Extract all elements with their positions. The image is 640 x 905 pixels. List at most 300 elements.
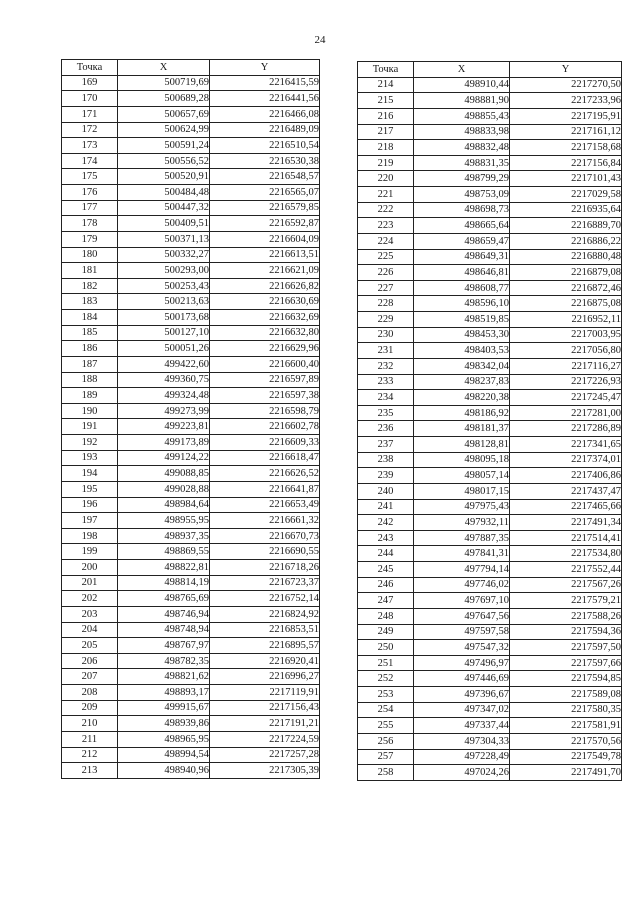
x-coordinate-cell: 500173,68	[118, 310, 210, 326]
table-row	[62, 560, 320, 576]
x-coordinate-cell: 500253,43	[118, 278, 210, 294]
y-coordinate-cell: 2216613,51	[210, 247, 320, 263]
y-coordinate-cell: 2216752,14	[210, 591, 320, 607]
table-row	[358, 140, 622, 156]
column-header-y: Y	[510, 62, 622, 78]
x-coordinate-cell: 500371,13	[118, 231, 210, 247]
point-number-cell: 198	[62, 528, 118, 544]
table-row	[62, 513, 320, 529]
x-coordinate-cell: 498965,95	[118, 731, 210, 747]
x-coordinate-cell: 500689,28	[118, 91, 210, 107]
y-coordinate-cell: 2216565,07	[210, 185, 320, 201]
x-coordinate-cell: 497347,02	[414, 702, 510, 718]
x-coordinate-cell: 498659,47	[414, 233, 510, 249]
x-coordinate-cell: 497396,67	[414, 687, 510, 703]
x-coordinate-cell: 500484,48	[118, 185, 210, 201]
table-row	[358, 452, 622, 468]
y-coordinate-cell: 2216597,89	[210, 372, 320, 388]
x-coordinate-cell: 498869,55	[118, 544, 210, 560]
x-coordinate-cell: 498765,69	[118, 591, 210, 607]
point-number-cell: 191	[62, 419, 118, 435]
point-number-cell: 224	[358, 233, 414, 249]
point-number-cell: 188	[62, 372, 118, 388]
point-number-cell: 204	[62, 622, 118, 638]
x-coordinate-cell: 498940,96	[118, 763, 210, 779]
table-row	[62, 466, 320, 482]
table-row	[358, 249, 622, 265]
coordinates-table-left	[61, 59, 320, 779]
table-row	[358, 280, 622, 296]
point-number-cell: 200	[62, 560, 118, 576]
table-row	[358, 171, 622, 187]
point-number-cell: 218	[358, 140, 414, 156]
point-number-cell: 173	[62, 138, 118, 154]
x-coordinate-cell: 497794,14	[414, 562, 510, 578]
point-number-cell: 193	[62, 450, 118, 466]
table-row	[358, 468, 622, 484]
table-row	[62, 91, 320, 107]
y-coordinate-cell: 2216952,11	[510, 312, 622, 328]
page-number: 24	[314, 34, 326, 46]
point-number-cell: 196	[62, 497, 118, 513]
x-coordinate-cell: 499088,85	[118, 466, 210, 482]
x-coordinate-cell: 498453,30	[414, 327, 510, 343]
table-row	[358, 187, 622, 203]
x-coordinate-cell: 498832,48	[414, 140, 510, 156]
y-coordinate-cell: 2216510,54	[210, 138, 320, 154]
x-coordinate-cell: 498057,14	[414, 468, 510, 484]
x-coordinate-cell: 497697,10	[414, 593, 510, 609]
point-number-cell: 221	[358, 187, 414, 203]
point-number-cell: 181	[62, 263, 118, 279]
point-number-cell: 222	[358, 202, 414, 218]
table-row	[358, 405, 622, 421]
x-coordinate-cell: 497597,58	[414, 624, 510, 640]
table-row	[358, 671, 622, 687]
table-row	[62, 606, 320, 622]
x-coordinate-cell: 497975,43	[414, 499, 510, 515]
point-number-cell: 223	[358, 218, 414, 234]
y-coordinate-cell: 2216629,96	[210, 341, 320, 357]
table-row	[62, 685, 320, 701]
x-coordinate-cell: 498403,53	[414, 343, 510, 359]
point-number-cell: 208	[62, 685, 118, 701]
table-row	[62, 185, 320, 201]
y-coordinate-cell: 2216875,08	[510, 296, 622, 312]
table-row	[62, 263, 320, 279]
x-coordinate-cell: 498910,44	[414, 77, 510, 93]
point-number-cell: 241	[358, 499, 414, 515]
table-row	[358, 530, 622, 546]
y-coordinate-cell: 2216415,59	[210, 75, 320, 91]
y-coordinate-cell: 2217195,91	[510, 108, 622, 124]
point-number-cell: 201	[62, 575, 118, 591]
x-coordinate-cell: 498855,43	[414, 108, 510, 124]
x-coordinate-cell: 500657,69	[118, 106, 210, 122]
x-coordinate-cell: 498831,35	[414, 155, 510, 171]
x-coordinate-cell: 497228,49	[414, 749, 510, 765]
point-number-cell: 235	[358, 405, 414, 421]
x-coordinate-cell: 498799,29	[414, 171, 510, 187]
table-row	[62, 403, 320, 419]
point-number-cell: 194	[62, 466, 118, 482]
x-coordinate-cell: 498822,81	[118, 560, 210, 576]
point-number-cell: 175	[62, 169, 118, 185]
y-coordinate-cell: 2216690,55	[210, 544, 320, 560]
x-coordinate-cell: 498017,15	[414, 483, 510, 499]
table-row	[62, 731, 320, 747]
y-coordinate-cell: 2217003,95	[510, 327, 622, 343]
x-coordinate-cell: 497337,44	[414, 718, 510, 734]
x-coordinate-cell: 500213,63	[118, 294, 210, 310]
x-coordinate-cell: 497496,97	[414, 655, 510, 671]
point-number-cell: 229	[358, 312, 414, 328]
x-coordinate-cell: 499273,99	[118, 403, 210, 419]
y-coordinate-cell: 2217594,36	[510, 624, 622, 640]
point-number-cell: 231	[358, 343, 414, 359]
y-coordinate-cell: 2216609,33	[210, 435, 320, 451]
table-row	[62, 169, 320, 185]
y-coordinate-cell: 2216621,09	[210, 263, 320, 279]
point-number-cell: 213	[62, 763, 118, 779]
table-row	[358, 655, 622, 671]
table-row	[358, 233, 622, 249]
table-row	[62, 528, 320, 544]
y-coordinate-cell: 2217570,56	[510, 733, 622, 749]
y-coordinate-cell: 2217245,47	[510, 390, 622, 406]
x-coordinate-cell: 497887,35	[414, 530, 510, 546]
y-coordinate-cell: 2216592,87	[210, 216, 320, 232]
y-coordinate-cell: 2216530,38	[210, 153, 320, 169]
table-row	[62, 544, 320, 560]
point-number-cell: 219	[358, 155, 414, 171]
y-coordinate-cell: 2217580,35	[510, 702, 622, 718]
point-number-cell: 184	[62, 310, 118, 326]
point-number-cell: 232	[358, 358, 414, 374]
y-coordinate-cell: 2216579,85	[210, 200, 320, 216]
x-coordinate-cell: 498698,73	[414, 202, 510, 218]
y-coordinate-cell: 2217281,00	[510, 405, 622, 421]
point-number-cell: 237	[358, 437, 414, 453]
y-coordinate-cell: 2216597,38	[210, 388, 320, 404]
y-coordinate-cell: 2216670,73	[210, 528, 320, 544]
point-number-cell: 216	[358, 108, 414, 124]
point-number-cell: 226	[358, 265, 414, 281]
x-coordinate-cell: 499028,88	[118, 481, 210, 497]
y-coordinate-cell: 2216879,08	[510, 265, 622, 281]
column-header-x: X	[414, 62, 510, 78]
point-number-cell: 205	[62, 638, 118, 654]
table-row	[62, 591, 320, 607]
table-row	[62, 294, 320, 310]
table-row	[358, 202, 622, 218]
point-number-cell: 212	[62, 747, 118, 763]
table-row	[358, 483, 622, 499]
table-row	[62, 575, 320, 591]
point-number-cell: 183	[62, 294, 118, 310]
x-coordinate-cell: 498937,35	[118, 528, 210, 544]
table-row	[62, 341, 320, 357]
x-coordinate-cell: 497746,02	[414, 577, 510, 593]
table-row	[358, 624, 622, 640]
x-coordinate-cell: 498746,94	[118, 606, 210, 622]
point-number-cell: 248	[358, 608, 414, 624]
x-coordinate-cell: 498881,90	[414, 93, 510, 109]
table-row	[62, 356, 320, 372]
column-header-point: Точка	[358, 62, 414, 78]
y-coordinate-cell: 2217224,59	[210, 731, 320, 747]
point-number-cell: 214	[358, 77, 414, 93]
table-row	[358, 515, 622, 531]
y-coordinate-cell: 2216618,47	[210, 450, 320, 466]
table-row	[62, 247, 320, 263]
table-row	[62, 700, 320, 716]
x-coordinate-cell: 498665,64	[414, 218, 510, 234]
point-number-cell: 170	[62, 91, 118, 107]
x-coordinate-cell: 498342,04	[414, 358, 510, 374]
table-row	[358, 640, 622, 656]
point-number-cell: 228	[358, 296, 414, 312]
x-coordinate-cell: 498782,35	[118, 653, 210, 669]
x-coordinate-cell: 498596,10	[414, 296, 510, 312]
table-row	[62, 216, 320, 232]
table-row	[358, 718, 622, 734]
y-coordinate-cell: 2216632,69	[210, 310, 320, 326]
point-number-cell: 178	[62, 216, 118, 232]
y-coordinate-cell: 2216718,26	[210, 560, 320, 576]
point-number-cell: 230	[358, 327, 414, 343]
y-coordinate-cell: 2217552,44	[510, 562, 622, 578]
y-coordinate-cell: 2216996,27	[210, 669, 320, 685]
table-row	[62, 450, 320, 466]
y-coordinate-cell: 2216548,57	[210, 169, 320, 185]
table-row	[62, 200, 320, 216]
x-coordinate-cell: 498994,54	[118, 747, 210, 763]
y-coordinate-cell: 2217581,91	[510, 718, 622, 734]
y-coordinate-cell: 2217156,43	[210, 700, 320, 716]
point-number-cell: 177	[62, 200, 118, 216]
y-coordinate-cell: 2217579,21	[510, 593, 622, 609]
y-coordinate-cell: 2217191,21	[210, 716, 320, 732]
table-row	[62, 638, 320, 654]
y-coordinate-cell: 2216872,46	[510, 280, 622, 296]
x-coordinate-cell: 500520,91	[118, 169, 210, 185]
point-number-cell: 220	[358, 171, 414, 187]
y-coordinate-cell: 2216602,78	[210, 419, 320, 435]
point-number-cell: 249	[358, 624, 414, 640]
x-coordinate-cell: 498186,92	[414, 405, 510, 421]
point-number-cell: 242	[358, 515, 414, 531]
table-row	[358, 749, 622, 765]
point-number-cell: 244	[358, 546, 414, 562]
point-number-cell: 258	[358, 765, 414, 781]
x-coordinate-cell: 500293,00	[118, 263, 210, 279]
x-coordinate-cell: 498767,97	[118, 638, 210, 654]
point-number-cell: 192	[62, 435, 118, 451]
table-row	[62, 497, 320, 513]
x-coordinate-cell: 498748,94	[118, 622, 210, 638]
x-coordinate-cell: 500409,51	[118, 216, 210, 232]
table-row	[62, 138, 320, 154]
point-number-cell: 186	[62, 341, 118, 357]
point-number-cell: 174	[62, 153, 118, 169]
x-coordinate-cell: 498821,62	[118, 669, 210, 685]
table-row	[358, 593, 622, 609]
point-number-cell: 215	[358, 93, 414, 109]
point-number-cell: 202	[62, 591, 118, 607]
y-coordinate-cell: 2216466,08	[210, 106, 320, 122]
y-coordinate-cell: 2217534,80	[510, 546, 622, 562]
table-row	[62, 622, 320, 638]
point-number-cell: 206	[62, 653, 118, 669]
point-number-cell: 254	[358, 702, 414, 718]
table-row	[358, 108, 622, 124]
y-coordinate-cell: 2217226,93	[510, 374, 622, 390]
x-coordinate-cell: 498984,64	[118, 497, 210, 513]
y-coordinate-cell: 2217305,39	[210, 763, 320, 779]
x-coordinate-cell: 498753,09	[414, 187, 510, 203]
point-number-cell: 253	[358, 687, 414, 703]
point-number-cell: 211	[62, 731, 118, 747]
y-coordinate-cell: 2216630,69	[210, 294, 320, 310]
point-number-cell: 172	[62, 122, 118, 138]
table-row	[62, 747, 320, 763]
x-coordinate-cell: 500332,27	[118, 247, 210, 263]
table-row	[358, 733, 622, 749]
table-row	[62, 763, 320, 779]
point-number-cell: 185	[62, 325, 118, 341]
point-number-cell: 227	[358, 280, 414, 296]
column-header-y: Y	[210, 60, 320, 76]
y-coordinate-cell: 2217597,50	[510, 640, 622, 656]
x-coordinate-cell: 500051,26	[118, 341, 210, 357]
point-number-cell: 189	[62, 388, 118, 404]
y-coordinate-cell: 2217597,66	[510, 655, 622, 671]
x-coordinate-cell: 498939,86	[118, 716, 210, 732]
x-coordinate-cell: 500556,52	[118, 153, 210, 169]
y-coordinate-cell: 2217549,78	[510, 749, 622, 765]
table-row	[358, 608, 622, 624]
y-coordinate-cell: 2217156,84	[510, 155, 622, 171]
point-number-cell: 169	[62, 75, 118, 91]
x-coordinate-cell: 498893,17	[118, 685, 210, 701]
point-number-cell: 236	[358, 421, 414, 437]
y-coordinate-cell: 2217437,47	[510, 483, 622, 499]
column-header-point: Точка	[62, 60, 118, 76]
y-coordinate-cell: 2217341,65	[510, 437, 622, 453]
y-coordinate-cell: 2216723,37	[210, 575, 320, 591]
x-coordinate-cell: 497647,56	[414, 608, 510, 624]
x-coordinate-cell: 499915,67	[118, 700, 210, 716]
x-coordinate-cell: 497304,33	[414, 733, 510, 749]
column-header-x: X	[118, 60, 210, 76]
table-row	[62, 716, 320, 732]
point-number-cell: 207	[62, 669, 118, 685]
x-coordinate-cell: 498181,37	[414, 421, 510, 437]
x-coordinate-cell: 500447,32	[118, 200, 210, 216]
point-number-cell: 238	[358, 452, 414, 468]
point-number-cell: 255	[358, 718, 414, 734]
point-number-cell: 252	[358, 671, 414, 687]
table-row	[62, 481, 320, 497]
y-coordinate-cell: 2217286,89	[510, 421, 622, 437]
point-number-cell: 195	[62, 481, 118, 497]
x-coordinate-cell: 498955,95	[118, 513, 210, 529]
x-coordinate-cell: 497841,31	[414, 546, 510, 562]
y-coordinate-cell: 2216935,64	[510, 202, 622, 218]
table-row	[358, 265, 622, 281]
table-row	[62, 435, 320, 451]
table-row	[358, 765, 622, 781]
table-row	[62, 310, 320, 326]
table-row	[62, 419, 320, 435]
point-number-cell: 245	[358, 562, 414, 578]
table-row	[358, 562, 622, 578]
x-coordinate-cell: 499360,75	[118, 372, 210, 388]
x-coordinate-cell: 499422,60	[118, 356, 210, 372]
point-number-cell: 199	[62, 544, 118, 560]
y-coordinate-cell: 2217588,26	[510, 608, 622, 624]
y-coordinate-cell: 2216880,48	[510, 249, 622, 265]
point-number-cell: 197	[62, 513, 118, 529]
x-coordinate-cell: 498095,18	[414, 452, 510, 468]
table-row	[358, 390, 622, 406]
table-row	[358, 343, 622, 359]
point-number-cell: 225	[358, 249, 414, 265]
y-coordinate-cell: 2216489,09	[210, 122, 320, 138]
table-row	[62, 106, 320, 122]
y-coordinate-cell: 2217594,85	[510, 671, 622, 687]
y-coordinate-cell: 2216632,80	[210, 325, 320, 341]
table-row	[62, 75, 320, 91]
table-row	[62, 653, 320, 669]
x-coordinate-cell: 499324,48	[118, 388, 210, 404]
point-number-cell: 250	[358, 640, 414, 656]
x-coordinate-cell: 499173,89	[118, 435, 210, 451]
y-coordinate-cell: 2217491,70	[510, 765, 622, 781]
table-row	[358, 93, 622, 109]
y-coordinate-cell: 2216895,57	[210, 638, 320, 654]
x-coordinate-cell: 498128,81	[414, 437, 510, 453]
point-number-cell: 240	[358, 483, 414, 499]
table-row	[62, 372, 320, 388]
y-coordinate-cell: 2216598,79	[210, 403, 320, 419]
x-coordinate-cell: 499223,81	[118, 419, 210, 435]
y-coordinate-cell: 2217257,28	[210, 747, 320, 763]
y-coordinate-cell: 2216626,52	[210, 466, 320, 482]
y-coordinate-cell: 2216641,87	[210, 481, 320, 497]
table-row	[62, 231, 320, 247]
x-coordinate-cell: 497932,11	[414, 515, 510, 531]
table-row	[358, 312, 622, 328]
y-coordinate-cell: 2217233,96	[510, 93, 622, 109]
x-coordinate-cell: 498649,31	[414, 249, 510, 265]
point-number-cell: 256	[358, 733, 414, 749]
table-row	[358, 218, 622, 234]
y-coordinate-cell: 2216886,22	[510, 233, 622, 249]
table-header-row	[62, 60, 320, 76]
y-coordinate-cell: 2216653,49	[210, 497, 320, 513]
y-coordinate-cell: 2217029,58	[510, 187, 622, 203]
point-number-cell: 217	[358, 124, 414, 140]
y-coordinate-cell: 2216626,82	[210, 278, 320, 294]
x-coordinate-cell: 498814,19	[118, 575, 210, 591]
y-coordinate-cell: 2217119,91	[210, 685, 320, 701]
table-row	[358, 124, 622, 140]
x-coordinate-cell: 497024,26	[414, 765, 510, 781]
point-number-cell: 179	[62, 231, 118, 247]
point-number-cell: 210	[62, 716, 118, 732]
